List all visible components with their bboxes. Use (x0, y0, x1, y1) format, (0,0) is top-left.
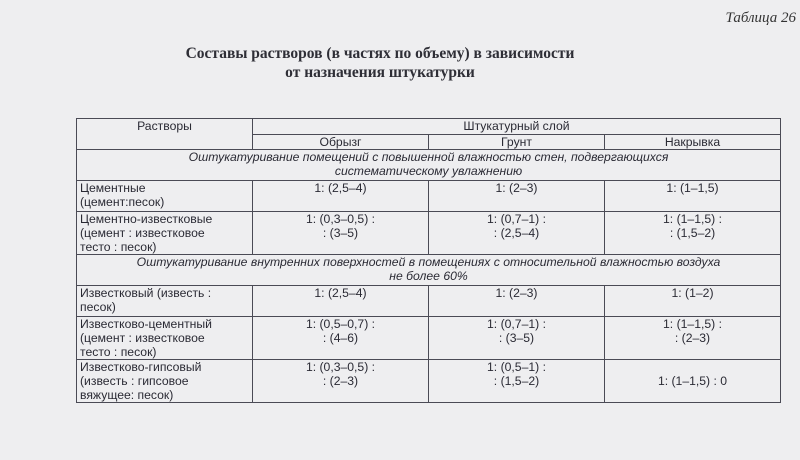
mortar-name-line: (известь : гипсовое (80, 374, 189, 388)
ratio-line: 1: (2–3) (495, 181, 538, 195)
ratio-line: 1: (1–1,5) : (663, 212, 722, 226)
header-col-obryzg: Обрызг (253, 135, 429, 150)
section-heading-line: Оштукатуривание помещений с повышенной влажностью стен, подвергающихся (188, 150, 669, 164)
grunt-cell (429, 181, 605, 212)
section-heading-line: не более 60% (389, 269, 468, 283)
mortar-name-cell (77, 286, 253, 317)
mortar-name-line: (цемент : известковое (80, 331, 205, 345)
ratio-line: 1: (0,5–0,7) : (305, 317, 376, 331)
table-row (77, 360, 781, 403)
mortar-name-line: (цемент:песок) (80, 195, 165, 209)
ratio-line: : (3–5) (322, 226, 359, 240)
nakryvka-cell (605, 212, 781, 255)
ratio-line: 1: (0,7–1) : (487, 212, 546, 226)
header-col-grunt: Грунт (429, 135, 605, 150)
mortar-name-line: Цементно-известковые (80, 212, 213, 226)
section-heading (77, 150, 781, 181)
ratio-line: 1: (1–1,5) : 0 (657, 374, 728, 388)
header-plaster-layer: Штукатурный слой (253, 119, 781, 135)
grunt-cell (429, 212, 605, 255)
mortar-name-cell (77, 212, 253, 255)
grunt-cell (429, 360, 605, 403)
ratio-line: 1: (0,7–1) : (487, 317, 546, 331)
header-row-1 (77, 119, 781, 135)
section-heading-row (77, 150, 781, 181)
grunt-cell (429, 286, 605, 317)
header-mortar: Растворы (77, 119, 253, 150)
ratio-line: : (1,5–2) (669, 226, 716, 240)
header-col-nakryvka: Накрывка (605, 135, 781, 150)
ratio-line: : (2,5–4) (493, 226, 540, 240)
mortar-name-line: тесто : песок) (80, 240, 157, 254)
obryzg-cell (253, 360, 429, 403)
obryzg-cell (253, 286, 429, 317)
section-heading (77, 255, 781, 286)
ratio-line: 1: (0,5–1) : (487, 360, 546, 374)
mortar-name-cell (77, 360, 253, 403)
mortar-name-line: Известково-гипсовый (80, 360, 202, 374)
mortar-name-line: Цементные (80, 181, 146, 195)
table-number-label: Таблица 26 (725, 10, 796, 26)
title-line-2: от назначения штукатурки (285, 64, 475, 81)
ratio-line: 1: (1–1,5) (666, 181, 719, 195)
mortar-name-line: Известково-цементный (80, 317, 212, 331)
title-line-1: Составы растворов (в частях по объему) в зависимости (185, 45, 575, 62)
table-title (150, 44, 610, 82)
table-row (77, 317, 781, 360)
ratio-line: 1: (1–1,5) : (663, 317, 722, 331)
ratio-line: : (4–6) (322, 331, 359, 345)
ratio-line: 1: (1–2) (671, 286, 714, 300)
ratio-line: : (1,5–2) (493, 374, 540, 388)
ratio-line: 1: (2–3) (495, 286, 538, 300)
mortar-name-line: тесто : песок) (80, 345, 157, 359)
obryzg-cell (253, 212, 429, 255)
ratio-line: : (2–3) (674, 331, 711, 345)
table-row (77, 181, 781, 212)
obryzg-cell (253, 317, 429, 360)
nakryvka-cell (605, 317, 781, 360)
nakryvka-cell (605, 181, 781, 212)
obryzg-cell (253, 181, 429, 212)
ratio-line: 1: (2,5–4) (314, 286, 367, 300)
mortar-composition-table (76, 118, 781, 403)
nakryvka-cell (605, 360, 781, 403)
mortar-name-line: вяжущее: песок) (80, 388, 174, 402)
mortar-name-line: песок) (80, 300, 116, 314)
table-row (77, 286, 781, 317)
mortar-name-line: (цемент : известковое (80, 226, 205, 240)
mortar-name-cell (77, 181, 253, 212)
ratio-line: : (3–5) (498, 331, 535, 345)
nakryvka-cell (605, 286, 781, 317)
grunt-cell (429, 317, 605, 360)
section-heading-line: Оштукатуривание внутренних поверхностей в помещениях с относительной влажностью воздуха (136, 255, 721, 269)
ratio-line: 1: (0,3–0,5) : (305, 212, 376, 226)
ratio-line: : (2–3) (322, 374, 359, 388)
ratio-line: 1: (0,3–0,5) : (305, 360, 376, 374)
mortar-name-cell (77, 317, 253, 360)
section-heading-line: систематическому увлажнению (334, 164, 523, 178)
section-heading-row (77, 255, 781, 286)
ratio-line: 1: (2,5–4) (314, 181, 367, 195)
mortar-name-line: Известковый (известь : (80, 286, 212, 300)
table-row (77, 212, 781, 255)
